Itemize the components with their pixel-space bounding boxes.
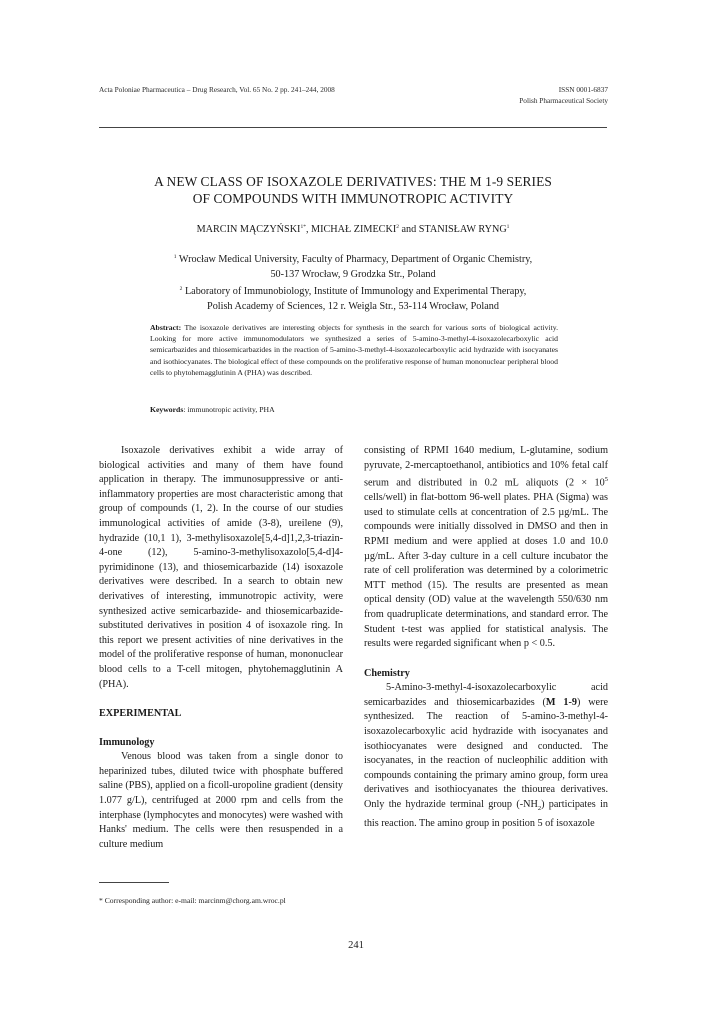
chemistry-text-3: ) participates in this reaction. The amino group in position 5 of isoxazole [364, 799, 608, 829]
chemistry-heading: Chemistry [364, 667, 410, 679]
methods-text-1: consisting of RPMI 1640 medium, L-glutamine, sodium pyruvate, 2-mercaptoethanol, antibiotics and 10% fetal calf serum and distributed in 0.2 mL aliquots (2 × 10 [364, 445, 608, 489]
author-3-mark: 1 [506, 224, 510, 230]
methods-text-2: cells/well) in flat-bottom 96-well plates. PHA (Sigma) was used to stimulate cells at concentration of 2.5 µg/mL. The compounds were initially dissolved in DMSO and then in RPMI medium and were applied at doses 1.0 and 10.0 µg/mL. After 3-day culture in a cell culture incubator the rate of cell proliferation was determined by a colorimetric MTT method (15). The results are presented as mean optical density (OD) value at the wavelength 550/630 nm from quadruplicate determinations, and standard error. The Student t-test was applied for statistical analysis. The results were regarded significant when p < 0.5. [364, 492, 608, 650]
keywords-text: : immunotropic activity, PHA [183, 405, 275, 414]
issn: ISSN 0001-6837 [558, 85, 608, 94]
keywords [150, 404, 558, 415]
chemistry-text-1: 5-Amino-3-methyl-4-isoxazolecarboxylic acid semicarbazides and thiosemicarbazides ( [364, 682, 608, 708]
running-header-journal: Acta Poloniae Pharmaceutica – Drug Research, Vol. 65 No. 2 pp. 241–244, 2008 [99, 85, 335, 94]
methods-paragraph [364, 444, 608, 652]
right-column [364, 444, 608, 831]
affiliation-2-line-2: Polish Academy of Sciences, 12 r. Weigla Str., 53-114 Wrocław, Poland [207, 301, 499, 312]
left-column [99, 444, 343, 852]
experimental-heading: EXPERIMENTAL [99, 708, 182, 720]
author-1: MARCIN MĄCZYŃSKI [196, 224, 301, 235]
abstract-text: The isoxazole derivatives are interesting objects for synthesis in the search for various sorts of biological activity. Looking for more active immunomodulators we synthesized a series of 5-amino-3-methyl-4-isoxazolecarboxylic acid semicarbazides and thiosemicarbazides in the reaction of 5-amino-3-methyl-4-isoxazolecarboxylic acid hydrazide with isocyanates and isothiocyanates. The biological effect of these compounds on the proliferative response of human mononuclear peripheral blood cells to phytohemagglutinin A (PHA) was described. [150, 323, 558, 377]
immunology-heading: Immunology [99, 736, 155, 748]
abstract-label: Abstract: [150, 323, 182, 332]
title-line-1: A NEW CLASS OF ISOXAZOLE DERIVATIVES: THE M 1-9 SERIES [154, 174, 552, 189]
page-number: 241 [348, 940, 364, 951]
affiliation-1-line-2: 50-137 Wrocław, 9 Grodzka Str., Poland [270, 269, 436, 280]
exponent: 5 [604, 476, 608, 484]
author-1-mark: 1* [300, 224, 306, 230]
author-separator: and [398, 224, 419, 235]
affiliation-2 [99, 282, 607, 299]
author-list [99, 220, 607, 237]
intro-paragraph: Isoxazole derivatives exhibit a wide array of biological activities and many of them have found application in therapy. The immunosuppressive or anti-inflammatory properties are most characteristic among that group of compounds (1, 2). In the course of our studies immunological activities of amide (3-8), ureilene (9), hydrazide (10,1 1), 3-methylisoxazole[5,4-d]1,2,3-triazin-4-one (12), 5-amino-3-methylisoxazolo[5,4-d]4-pyrimidinone (13), and thiosemicarbazide (14) isoxazole derivatives were described. In a search to obtain new derivatives of interesting, immunotropic activity, were synthesized active semicarbazide- and thiosemicarbazide-substituted derivatives in position 4 of isoxazole ring. In this report we present activities of nine derivatives in the model of the proliferative response of human, mononuclear blood cells to a T-cell mitogen, phytohemagglutinin A (PHA). [99, 445, 343, 690]
affiliation-2-line-1: Laboratory of Immunobiology, Institute of Immunology and Experimental Therapy, [182, 286, 527, 297]
affiliations [99, 250, 607, 314]
chemistry-paragraph [364, 681, 608, 831]
author-2-mark: 2 [396, 224, 399, 230]
abstract [150, 322, 558, 378]
keywords-label: Keywords [150, 405, 184, 414]
compound-series-label: M 1-9 [545, 696, 577, 708]
society-name: Polish Pharmaceutical Society [519, 96, 608, 105]
footnote: * Corresponding author: e-mail: marcinm@chorg.am.wroc.pl [99, 896, 286, 905]
affiliation-1 [99, 250, 607, 267]
author-2: MICHAŁ ZIMECKI [311, 224, 397, 235]
running-header-issn [519, 84, 608, 106]
title-line-2: OF COMPOUNDS WITH IMMUNOTROPIC ACTIVITY [192, 191, 514, 206]
immunology-paragraph: Venous blood was taken from a single donor to heparinized tubes, diluted twice with phosphate buffered saline (PBS), applied on a ficoll-uropoline gradient (density 1.077 g/L), centrifuged at 2000 rpm and cells from the interphase (lymphocytes and monocytes) were washed with Hanks' medium. The cells were then resuspended in a culture medium [99, 751, 343, 850]
subscript: 2 [537, 805, 542, 813]
affiliation-1-line-1: Wrocław Medical University, Faculty of Pharmacy, Department of Organic Chemistry, [176, 254, 533, 265]
affiliation-1-mark: 1 [173, 254, 177, 260]
header-divider [99, 127, 607, 128]
footnote-divider [99, 882, 169, 883]
affiliation-2-mark: 2 [179, 286, 183, 292]
paper-title [99, 173, 607, 207]
author-separator: , [305, 224, 312, 235]
author-3: STANISŁAW RYNG [418, 224, 507, 235]
chemistry-text-2: ) were synthesized. The reaction of 5-amino-3-methyl-4-isoxazolecarboxylic acid hydrazide with isocyanates and isothiocyanates were designed and conducted. The isocyanates, in the reaction of nucleophilic addition with compounds containing the primary amino group, form urea derivatives and isothiocyanates the thiourea derivatives. Only the hydrazide terminal group (-NH [364, 696, 608, 811]
